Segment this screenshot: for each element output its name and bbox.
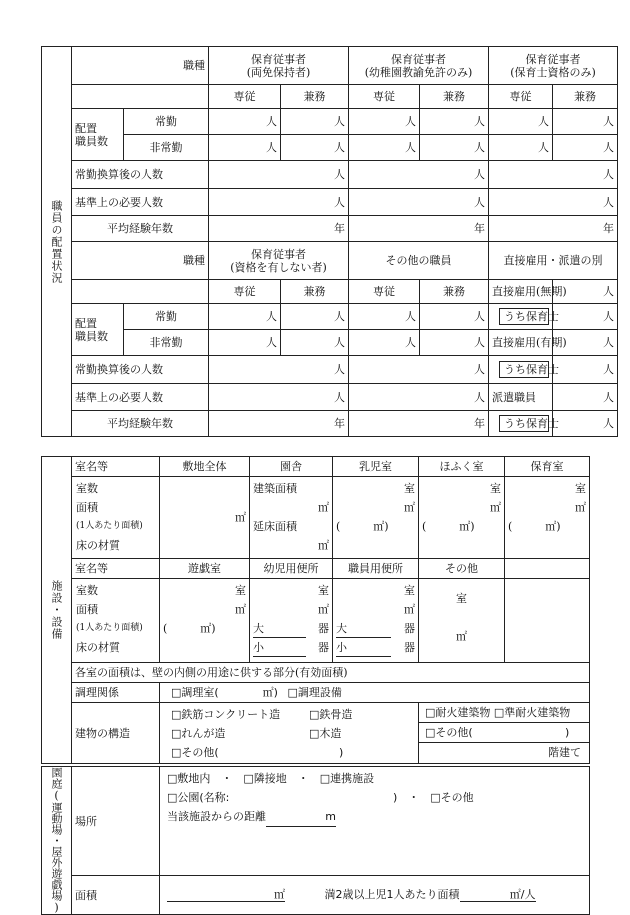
header-sonota: その他の職員: [349, 242, 489, 280]
garden-area-input[interactable]: ㎡: [167, 888, 285, 902]
ki-label: 器: [318, 622, 329, 635]
uchi-hoikushi-label: うち保育士: [499, 308, 549, 325]
room-nyuji: 乳児室: [333, 457, 419, 477]
input-cell[interactable]: 人: [209, 304, 281, 330]
dai-label: 大: [253, 619, 306, 638]
ki-label: 器: [404, 622, 415, 635]
input-cell[interactable]: 人: [209, 384, 349, 411]
input-cell[interactable]: 人: [349, 109, 420, 135]
input-cell[interactable]: 室: [456, 592, 467, 605]
sho-label: 小: [253, 638, 306, 657]
room-label: 室名等: [72, 559, 160, 579]
input-cell[interactable]: 室: [490, 482, 501, 495]
chori-room-checkbox[interactable]: □調理室( ㎡): [171, 686, 278, 699]
header-ryomen: 保育従事者 (両免保持者): [209, 47, 349, 85]
dai-label: 大: [336, 619, 391, 638]
ki-label: 器: [318, 641, 329, 654]
input-cell[interactable]: 人: [489, 161, 618, 189]
input-cell[interactable]: 年: [349, 411, 489, 437]
kenchiku-label: 建築面積: [253, 482, 297, 495]
kenmu-label: 兼務: [281, 85, 349, 109]
basho-options[interactable]: □敷地内 ・ □隣接地 ・ □連携施設: [167, 772, 375, 785]
input-cell[interactable]: 人: [281, 135, 349, 161]
hijokin-label: 非常勤: [124, 135, 209, 161]
hijokin-label: 非常勤: [124, 330, 209, 356]
direct-muki-label: 直接雇用(無期): [489, 280, 553, 304]
chori-equip-checkbox[interactable]: □調理設備: [287, 686, 342, 699]
menseki-label: 面積: [76, 603, 98, 616]
taika-checkbox[interactable]: □耐火建築物: [425, 706, 491, 719]
senju-label: 専従: [349, 280, 420, 304]
input-cell[interactable]: 人: [281, 304, 349, 330]
staff-table: [41, 46, 618, 437]
input-cell[interactable]: ( ㎡): [163, 622, 216, 635]
input-cell[interactable]: 人: [349, 384, 489, 411]
input-cell[interactable]: ㎡: [404, 501, 415, 514]
garden-side-title: 園庭(運動場・屋外遊戯場): [42, 767, 72, 915]
room-yoji-benjo: 幼児用便所: [250, 559, 333, 579]
input-cell[interactable]: 年: [209, 216, 349, 242]
room-ensha: 園舎: [250, 457, 333, 477]
jokin-label: 常勤: [124, 109, 209, 135]
wood-checkbox[interactable]: □木造: [309, 727, 342, 740]
per-child-label: 満2歳以上児1人あたり面積: [324, 888, 460, 902]
basho-label: 場所: [72, 767, 160, 876]
input-cell[interactable]: 人: [489, 189, 618, 216]
input-cell[interactable]: 人: [489, 109, 553, 135]
input-cell[interactable]: 人: [553, 109, 618, 135]
input-cell[interactable]: 人: [209, 356, 349, 384]
uchi-hoikushi-label: うち保育士: [499, 415, 549, 432]
floor-label: 床の材質: [76, 539, 120, 552]
sho-label: 小: [336, 638, 391, 657]
input-cell[interactable]: 人: [420, 330, 489, 356]
input-cell[interactable]: ( ㎡): [336, 520, 389, 533]
input-cell[interactable]: 人: [420, 304, 489, 330]
input-cell[interactable]: 人: [281, 330, 349, 356]
input-cell[interactable]: 人: [553, 356, 618, 384]
nobeyuka-label: 延床面積: [253, 520, 297, 533]
kanzan-label: 常勤換算後の人数: [72, 356, 209, 384]
kyori-input[interactable]: m: [266, 807, 336, 827]
input-cell[interactable]: 人: [553, 384, 618, 411]
input-cell[interactable]: ㎡: [235, 511, 246, 524]
haichi-label: 配置 職員数: [72, 304, 124, 356]
input-cell[interactable]: 室: [318, 584, 329, 597]
keiken-label: 平均経験年数: [72, 216, 209, 242]
chori-label: 調理関係: [72, 683, 160, 703]
input-cell[interactable]: ( ㎡): [422, 520, 475, 533]
garden-table: [41, 766, 590, 915]
area-note: 各室の面積は、壁の内側の用途に供する部分(有効面積): [72, 663, 590, 683]
haichi-label: 配置 職員数: [72, 109, 124, 161]
per-child-input[interactable]: ㎡/人: [460, 888, 536, 902]
input-cell[interactable]: 人: [553, 304, 618, 330]
kanzan-label: 常勤換算後の人数: [72, 161, 209, 189]
input-cell[interactable]: 人: [209, 189, 349, 216]
input-cell[interactable]: 人: [209, 161, 349, 189]
rc-checkbox[interactable]: □鉄筋コンクリート造: [171, 708, 281, 721]
struct-other-close: ): [565, 726, 570, 739]
input-cell[interactable]: 人: [553, 280, 618, 304]
input-cell[interactable]: 人: [209, 135, 281, 161]
brick-checkbox[interactable]: □れんが造: [171, 727, 226, 740]
senju-label: 専従: [349, 85, 420, 109]
input-cell[interactable]: ㎡: [318, 603, 329, 616]
senju-label: 専従: [489, 85, 553, 109]
jokin-label: 常勤: [124, 304, 209, 330]
struct-other-checkbox[interactable]: □その他(: [425, 726, 473, 739]
keiken-label: 平均経験年数: [72, 411, 209, 437]
direct-yuki-label: 直接雇用(有期): [489, 330, 553, 356]
input-cell[interactable]: ㎡: [235, 603, 246, 616]
menseki-label: 面積: [76, 501, 98, 514]
input-cell[interactable]: 人: [553, 411, 618, 437]
room-sonota: その他: [419, 559, 505, 579]
room-shikichi: 敷地全体: [160, 457, 250, 477]
input-cell[interactable]: ㎡: [404, 603, 415, 616]
kyori-label: 当該施設からの距離: [167, 810, 266, 823]
input-cell[interactable]: 室: [404, 482, 415, 495]
facility-side-title: 施設・設備: [42, 457, 72, 764]
input-cell[interactable]: ㎡: [318, 539, 329, 552]
senju-label: 専従: [209, 85, 281, 109]
input-cell[interactable]: ㎡: [456, 630, 467, 643]
input-cell[interactable]: 人: [349, 135, 420, 161]
koen-close[interactable]: ) ・ □その他: [393, 791, 474, 804]
kenmu-label: 兼務: [420, 280, 489, 304]
input-cell[interactable]: 年: [209, 411, 349, 437]
input-cell[interactable]: ( ㎡): [508, 520, 561, 533]
input-cell[interactable]: 人: [281, 109, 349, 135]
input-cell[interactable]: 年: [349, 216, 489, 242]
input-cell[interactable]: 室: [575, 482, 586, 495]
input-cell[interactable]: 人: [349, 161, 489, 189]
koen-checkbox[interactable]: □公園(名称:: [167, 791, 230, 804]
per-person-label: (1人あたり面積): [76, 521, 143, 531]
room-hoiku: 保育室: [505, 457, 590, 477]
kaidate-label[interactable]: 階建て: [548, 746, 581, 759]
input-cell[interactable]: ㎡: [575, 501, 586, 514]
haken-label: 派遣職員: [489, 384, 553, 411]
kozo-label: 建物の構造: [72, 703, 160, 764]
shitsusu-label: 室数: [76, 482, 98, 495]
input-cell[interactable]: 室: [235, 584, 246, 597]
header-direct: 直接雇用・派遣の別: [489, 242, 618, 280]
input-cell[interactable]: 人: [349, 189, 489, 216]
kenmu-label: 兼務: [281, 280, 349, 304]
room-hofuku: ほふく室: [419, 457, 505, 477]
menseki-label: 面積: [72, 876, 160, 915]
kenmu-label: 兼務: [420, 85, 489, 109]
room-yugi: 遊戯室: [160, 559, 250, 579]
shokushu-label: 職種: [72, 47, 209, 85]
kozo-other-checkbox[interactable]: □その他(: [171, 746, 219, 759]
room-label: 室名等: [72, 457, 160, 477]
input-cell[interactable]: 人: [489, 135, 553, 161]
floor-label: 床の材質: [76, 641, 120, 654]
input-cell[interactable]: 人: [553, 330, 618, 356]
input-cell[interactable]: ㎡: [490, 501, 501, 514]
kijun-label: 基準上の必要人数: [72, 189, 209, 216]
room-shokuin-benjo: 職員用便所: [333, 559, 419, 579]
input-cell[interactable]: 人: [349, 330, 420, 356]
header-mushikaku: 保育従事者 (資格を有しない者): [209, 242, 349, 280]
kenmu-label: 兼務: [553, 85, 618, 109]
input-cell[interactable]: 人: [420, 109, 489, 135]
shitsusu-label: 室数: [76, 584, 98, 597]
input-cell[interactable]: 人: [209, 109, 281, 135]
kijun-label: 基準上の必要人数: [72, 384, 209, 411]
per-person-label: (1人あたり面積): [76, 623, 143, 633]
uchi-hoikushi-label: うち保育士: [499, 361, 549, 378]
ki-label: 器: [404, 641, 415, 654]
input-cell[interactable]: 年: [489, 216, 618, 242]
input-cell[interactable]: 人: [553, 135, 618, 161]
steel-checkbox[interactable]: □鉄骨造: [309, 708, 353, 721]
staff-side-title: 職員の配置状況: [42, 47, 72, 437]
kozo-other-close: ): [339, 746, 344, 759]
facility-table: [41, 456, 590, 764]
juntaika-checkbox[interactable]: □準耐火建築物: [493, 706, 571, 719]
shokushu-label: 職種: [72, 242, 209, 280]
input-cell[interactable]: 人: [209, 330, 281, 356]
senju-label: 専従: [209, 280, 281, 304]
input-cell[interactable]: 人: [349, 356, 489, 384]
header-hoikushi: 保育従事者 (保育士資格のみ): [489, 47, 618, 85]
input-cell[interactable]: ㎡: [318, 501, 329, 514]
input-cell[interactable]: 人: [349, 304, 420, 330]
header-yochien: 保育従事者 (幼稚園教諭免許のみ): [349, 47, 489, 85]
input-cell[interactable]: 人: [420, 135, 489, 161]
input-cell[interactable]: 室: [404, 584, 415, 597]
